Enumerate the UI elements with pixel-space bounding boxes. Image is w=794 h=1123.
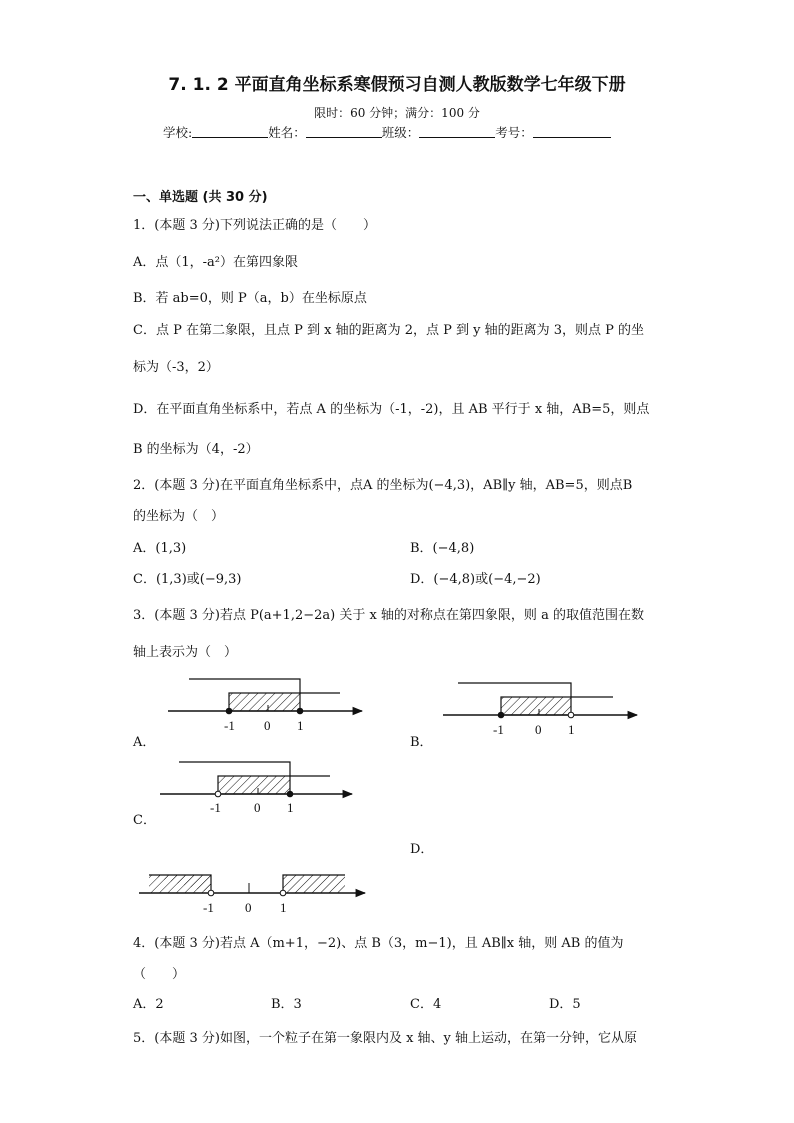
tick-label-0: 0 [535,722,542,737]
q3-stem-line1: 3．(本题 3 分)若点 P(a+1,2−2a) 关于 x 轴的对称点在第四象限，则 a 的取值范围在数 [133,608,644,623]
q2-option-d[interactable]: D．(−4,8)或(−4,−2) [410,572,541,587]
q4-stem-line2: （ ） [133,967,186,982]
q4-stem-line1: 4．(本题 3 分)若点 A（m+1，−2)、点 B（3，m−1)，且 AB∥x 轴，则 AB 的值为 [133,936,624,951]
tick-label-1: 1 [280,900,287,915]
hatched-region [501,697,571,715]
school-field[interactable] [192,123,268,138]
point-1-open [280,890,286,896]
upper-bracket [179,762,290,776]
point-neg1-solid [498,712,504,718]
tick-label-1: 1 [297,718,304,733]
q3-option-c-label[interactable]: C． [133,813,156,828]
student-info-row [163,123,611,141]
page-title: 7. 1. 2 平面直角坐标系寒假预习自测人教版数学七年级下册 [168,75,626,95]
time-score-info: 限时：60 分钟；满分：100 分 [314,106,480,120]
upper-bracket [189,679,300,694]
q3-option-a-number-line [160,672,370,737]
hatched-region [218,776,290,794]
exam-no-label: 考号： [495,125,533,140]
upper-bracket [458,683,571,697]
q3-option-b-label[interactable]: B． [410,735,433,750]
q5-stem-line1: 5．(本题 3 分)如图，一个粒子在第一象限内及 x 轴、y 轴上运动，在第一分钟，它从原 [133,1031,638,1046]
q1-option-c-line1[interactable]: C．点 P 在第二象限，且点 P 到 x 轴的距离为 2，点 P 到 y 轴的距离为 3，则点 P 的坐 [133,323,645,338]
tick-label-0: 0 [254,800,261,815]
q1-option-c-line2: 标为（-3，2） [133,360,219,375]
point-neg1-open [208,890,214,896]
school-label: 学校: [163,125,193,140]
q4-option-c[interactable]: C．4 [410,997,442,1012]
q4-option-d[interactable]: D．5 [549,997,581,1012]
q1-option-a[interactable]: A．点（1，-a²）在第四象限 [133,255,299,270]
point-neg1-solid [226,708,232,714]
name-field[interactable] [306,123,382,138]
point-neg1-open [215,791,221,797]
tick-label-0: 0 [245,900,252,915]
point-1-solid [297,708,303,714]
right-hatched-region [283,875,345,893]
tick-label-neg1: -1 [210,800,221,815]
tick-label-neg1: -1 [493,722,504,737]
q3-option-d-number-line [135,866,375,918]
q3-option-c-number-line [152,756,362,816]
q3-stem-line2: 轴上表示为（ ） [133,645,238,660]
q3-option-a-label[interactable]: A． [133,735,156,750]
q1-option-d-line1[interactable]: D．在平面直角坐标系中，若点 A 的坐标为（-1，-2)，且 AB 平行于 x 轴，AB=5，则点 [133,402,650,417]
name-label: 姓名： [268,125,306,140]
tick-label-1: 1 [568,722,575,737]
q2-stem-line2: 的坐标为（ ） [133,509,225,524]
q2-option-c[interactable]: C．(1,3)或(−9,3) [133,572,242,587]
q1-option-b[interactable]: B．若 ab=0，则 P（a，b）在坐标原点 [133,291,367,306]
q2-option-a[interactable]: A．(1,3) [133,541,187,556]
point-1-open [568,712,574,718]
tick-label-0: 0 [264,718,271,733]
q2-stem-line1: 2．(本题 3 分)在平面直角坐标系中，点A 的坐标为(−4,3)，AB∥y 轴，AB=5，则点B [133,478,633,493]
section-title: 一、单选题 (共 30 分) [133,190,268,205]
hatched-region [229,693,300,711]
q3-option-d-label[interactable]: D． [410,842,434,857]
exam-no-field[interactable] [533,123,611,138]
class-field[interactable] [419,123,495,138]
q4-option-a[interactable]: A．2 [133,997,164,1012]
tick-label-1: 1 [287,800,294,815]
point-1-solid [287,791,293,797]
class-label: 班级： [381,125,420,140]
tick-label-neg1: -1 [203,900,214,915]
q2-option-b[interactable]: B．(−4,8) [410,541,475,556]
tick-label-neg1: -1 [224,718,235,733]
q1-option-d-line2: B 的坐标为（4，-2） [133,442,259,457]
q1-stem: 1．(本题 3 分)下列说法正确的是（ ） [133,218,376,233]
q3-option-b-number-line [435,672,645,737]
q4-option-b[interactable]: B．3 [271,997,302,1012]
